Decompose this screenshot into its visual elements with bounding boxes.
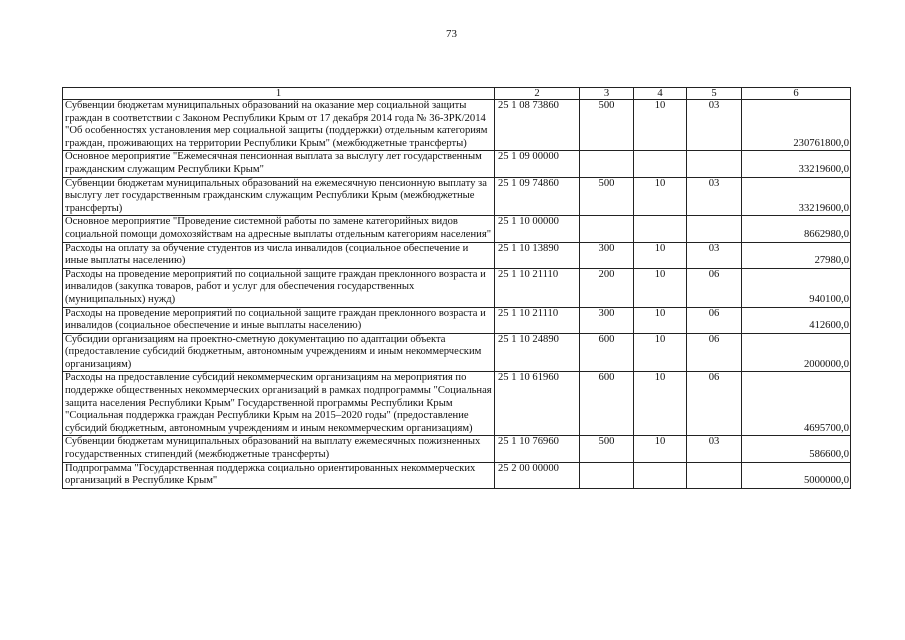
row-name: Расходы на предоставление субсидий некоммерческим организациям на мероприятия по поддержке общественных некоммерческих организаций в рамках подпрограммы "Социальная защита населения Республики Крым" Государственной программы Республики Крым "Социальная поддержка граждан Республики Крым на 2015–2020 годы" (предоставление субсидий бюджетным, автономным учреждениям и иным некоммерческим организациям) [63, 372, 495, 436]
table-row [63, 372, 851, 436]
row-col3 [580, 462, 634, 488]
row-col3: 200 [580, 268, 634, 307]
row-code: 25 1 10 13890 [495, 242, 580, 268]
row-sum: 27980,0 [742, 242, 851, 268]
header-row [63, 88, 851, 100]
row-col4: 10 [634, 268, 687, 307]
page-number: 73 [446, 28, 457, 40]
table-row [63, 268, 851, 307]
row-sum: 2000000,0 [742, 333, 851, 372]
row-sum: 33219600,0 [742, 151, 851, 177]
row-col3: 600 [580, 333, 634, 372]
header-cell: 1 [63, 88, 495, 100]
row-col5: 03 [687, 177, 742, 216]
row-col3: 300 [580, 307, 634, 333]
header-cell: 6 [742, 88, 851, 100]
row-col3: 600 [580, 372, 634, 436]
row-col4 [634, 216, 687, 242]
table-row [63, 436, 851, 462]
row-col5: 06 [687, 372, 742, 436]
header-cell: 2 [495, 88, 580, 100]
row-code: 25 1 10 24890 [495, 333, 580, 372]
table-row [63, 216, 851, 242]
row-col3: 500 [580, 436, 634, 462]
table-row [63, 307, 851, 333]
row-sum: 586600,0 [742, 436, 851, 462]
row-col5 [687, 216, 742, 242]
row-col4: 10 [634, 372, 687, 436]
row-code: 25 1 10 00000 [495, 216, 580, 242]
row-col4 [634, 462, 687, 488]
row-name: Расходы на проведение мероприятий по социальной защите граждан преклонного возраста и инвалидов (социальное обеспечение и иные выплаты населению) [63, 307, 495, 333]
row-name: Субвенции бюджетам муниципальных образований на выплату ежемесячных пожизненных государственных стипендий (межбюджетные трансферты) [63, 436, 495, 462]
row-name: Субсидии организациям на проектно-сметную документацию по адаптации объекта (предоставление субсидий бюджетным, автономным учреждениям и иным некоммерческим организациям) [63, 333, 495, 372]
table-row [63, 242, 851, 268]
header-cell: 3 [580, 88, 634, 100]
row-col5 [687, 462, 742, 488]
row-col3 [580, 151, 634, 177]
table-row [63, 100, 851, 151]
row-col4 [634, 151, 687, 177]
row-name: Расходы на оплату за обучение студентов из числа инвалидов (социальное обеспечение и иные выплаты населению) [63, 242, 495, 268]
row-name: Субвенции бюджетам муниципальных образований на ежемесячную пенсионную выплату за выслугу лет государственным гражданским служащим Республики Крым (межбюджетные трансферты) [63, 177, 495, 216]
row-col4: 10 [634, 177, 687, 216]
row-col5: 03 [687, 242, 742, 268]
row-sum: 940100,0 [742, 268, 851, 307]
row-name: Расходы на проведение мероприятий по социальной защите граждан преклонного возраста и инвалидов (закупка товаров, работ и услуг для обеспечения государственных (муниципальных) нужд) [63, 268, 495, 307]
row-code: 25 1 09 74860 [495, 177, 580, 216]
table-row [63, 151, 851, 177]
row-code: 25 1 08 73860 [495, 100, 580, 151]
row-name: Подпрограмма "Государственная поддержка социально ориентированных некоммерческих организаций в Республике Крым" [63, 462, 495, 488]
budget-table [62, 87, 851, 489]
row-col5: 03 [687, 436, 742, 462]
row-col4: 10 [634, 307, 687, 333]
row-col3 [580, 216, 634, 242]
row-sum: 5000000,0 [742, 462, 851, 488]
row-code: 25 1 10 61960 [495, 372, 580, 436]
row-col4: 10 [634, 436, 687, 462]
row-code: 25 1 10 76960 [495, 436, 580, 462]
row-sum: 412600,0 [742, 307, 851, 333]
row-code: 25 1 09 00000 [495, 151, 580, 177]
table-row [63, 333, 851, 372]
row-col5: 06 [687, 307, 742, 333]
row-sum: 230761800,0 [742, 100, 851, 151]
row-col3: 300 [580, 242, 634, 268]
row-sum: 33219600,0 [742, 177, 851, 216]
row-col4: 10 [634, 333, 687, 372]
row-col5: 06 [687, 333, 742, 372]
row-col5 [687, 151, 742, 177]
row-code: 25 2 00 00000 [495, 462, 580, 488]
table-row [63, 462, 851, 488]
header-cell: 4 [634, 88, 687, 100]
row-code: 25 1 10 21110 [495, 307, 580, 333]
row-code: 25 1 10 21110 [495, 268, 580, 307]
row-col4: 10 [634, 242, 687, 268]
row-sum: 4695700,0 [742, 372, 851, 436]
row-name: Основное мероприятие "Ежемесячная пенсионная выплата за выслугу лет государственным гражданским служащим Республики Крым" [63, 151, 495, 177]
row-sum: 8662980,0 [742, 216, 851, 242]
row-name: Субвенции бюджетам муниципальных образований на оказание мер социальной защиты граждан в соответствии с Законом Республики Крым от 17 декабря 2014 года № 36-ЗРК/2014 "Об особенностях установления мер социальной защиты (поддержки) отдельным категориям граждан, проживающих на территории Республики Крым" (межбюджетные трансферты) [63, 100, 495, 151]
row-col3: 500 [580, 177, 634, 216]
row-col4: 10 [634, 100, 687, 151]
table-row [63, 177, 851, 216]
row-col3: 500 [580, 100, 634, 151]
header-cell: 5 [687, 88, 742, 100]
row-name: Основное мероприятие "Проведение системной работы по замене категорийных видов социальной помощи домохозяйствам на адресные выплаты отдельным категориям населения" [63, 216, 495, 242]
row-col5: 03 [687, 100, 742, 151]
row-col5: 06 [687, 268, 742, 307]
